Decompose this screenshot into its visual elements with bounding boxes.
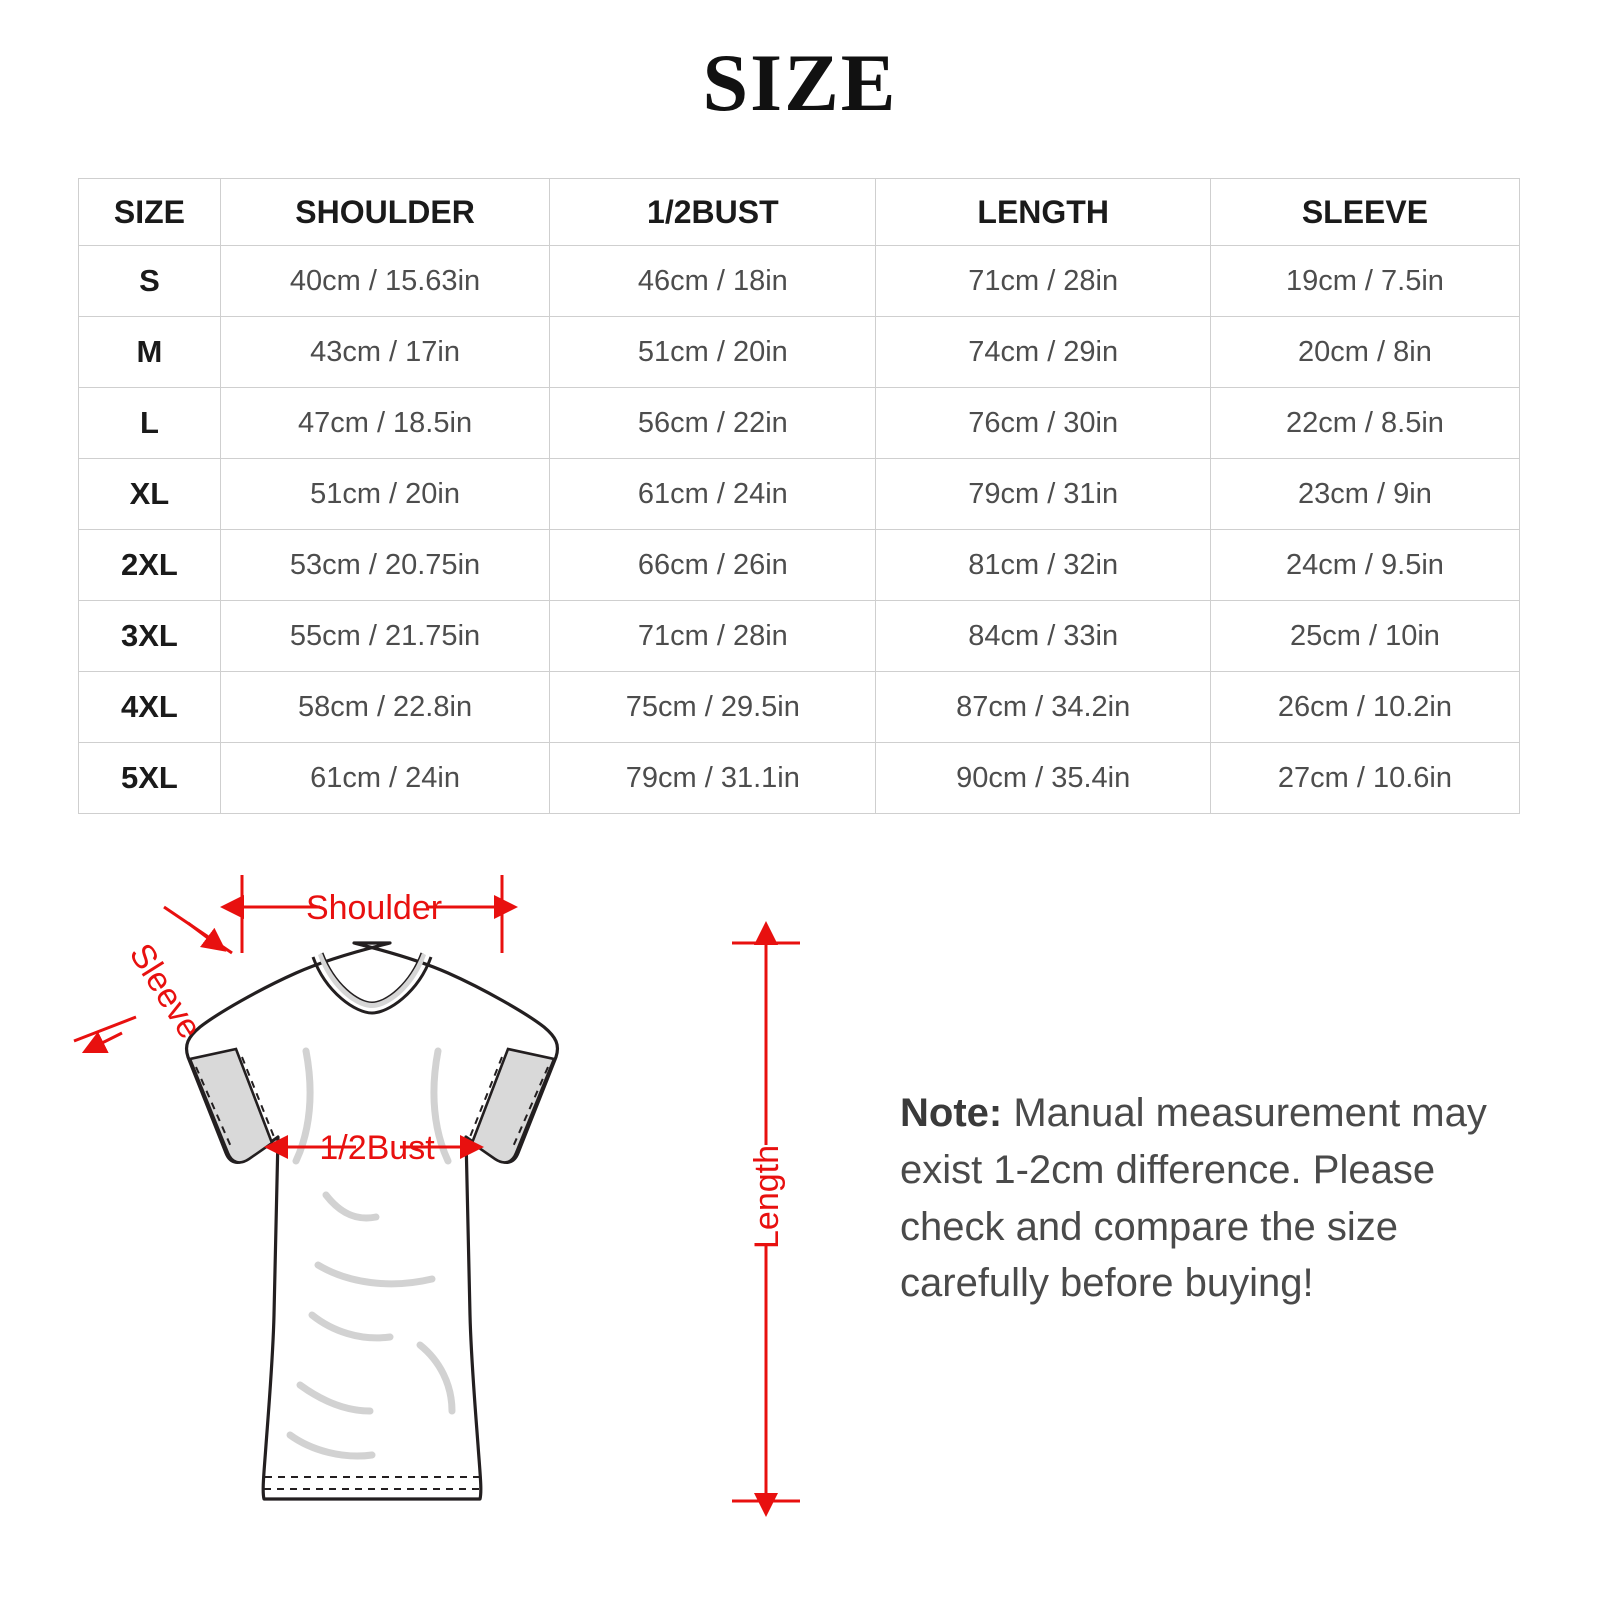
cell-length: 90cm / 35.4in	[876, 743, 1210, 814]
table-row	[79, 388, 1520, 459]
table-row	[79, 601, 1520, 672]
cell-length: 79cm / 31in	[876, 459, 1210, 530]
shoulder-label: Shoulder	[305, 889, 443, 927]
cell-bust: 79cm / 31.1in	[550, 743, 876, 814]
cell-size: M	[79, 317, 221, 388]
cell-length: 74cm / 29in	[876, 317, 1210, 388]
cell-bust: 51cm / 20in	[550, 317, 876, 388]
cell-shoulder: 40cm / 15.63in	[220, 246, 549, 317]
table-row	[79, 672, 1520, 743]
cell-size: 2XL	[79, 530, 221, 601]
cell-bust: 46cm / 18in	[550, 246, 876, 317]
cell-shoulder: 61cm / 24in	[220, 743, 549, 814]
cell-sleeve: 26cm / 10.2in	[1210, 672, 1519, 743]
column-header-shoulder: SHOULDER	[220, 179, 549, 246]
length-label: Length	[748, 1145, 786, 1249]
cell-sleeve: 24cm / 9.5in	[1210, 530, 1519, 601]
cell-shoulder: 51cm / 20in	[220, 459, 549, 530]
cell-bust: 56cm / 22in	[550, 388, 876, 459]
cell-sleeve: 23cm / 9in	[1210, 459, 1519, 530]
table-row	[79, 317, 1520, 388]
note-text	[900, 1085, 1540, 1312]
cell-shoulder: 47cm / 18.5in	[220, 388, 549, 459]
cell-length: 87cm / 34.2in	[876, 672, 1210, 743]
cell-size: 5XL	[79, 743, 221, 814]
cell-length: 81cm / 32in	[876, 530, 1210, 601]
size-chart-table	[78, 178, 1520, 814]
table-row	[79, 459, 1520, 530]
table-row	[79, 530, 1520, 601]
cell-sleeve: 20cm / 8in	[1210, 317, 1519, 388]
cell-bust: 75cm / 29.5in	[550, 672, 876, 743]
cell-size: 3XL	[79, 601, 221, 672]
tshirt-measurement-diagram	[60, 845, 880, 1565]
cell-length: 76cm / 30in	[876, 388, 1210, 459]
cell-bust: 66cm / 26in	[550, 530, 876, 601]
cell-shoulder: 58cm / 22.8in	[220, 672, 549, 743]
cell-bust: 71cm / 28in	[550, 601, 876, 672]
cell-size: L	[79, 388, 221, 459]
cell-shoulder: 43cm / 17in	[220, 317, 549, 388]
cell-size: XL	[79, 459, 221, 530]
page-title: SIZE	[702, 37, 898, 128]
cell-sleeve: 27cm / 10.6in	[1210, 743, 1519, 814]
cell-sleeve: 25cm / 10in	[1210, 601, 1519, 672]
cell-sleeve: 22cm / 8.5in	[1210, 388, 1519, 459]
cell-length: 71cm / 28in	[876, 246, 1210, 317]
table-row	[79, 246, 1520, 317]
column-header-bust: 1/2BUST	[550, 179, 876, 246]
cell-size: S	[79, 246, 221, 317]
column-header-size: SIZE	[79, 179, 221, 246]
note-label: Note:	[900, 1091, 1003, 1135]
cell-sleeve: 19cm / 7.5in	[1210, 246, 1519, 317]
sleeve-label: Sleeve	[121, 937, 209, 1046]
table-row	[79, 743, 1520, 814]
column-header-length: LENGTH	[876, 179, 1210, 246]
cell-shoulder: 53cm / 20.75in	[220, 530, 549, 601]
cell-bust: 61cm / 24in	[550, 459, 876, 530]
note-body: Manual measurement may exist 1-2cm difference. Please check and compare the size carefully before buying!	[900, 1091, 1487, 1306]
cell-shoulder: 55cm / 21.75in	[220, 601, 549, 672]
table-header-row	[79, 179, 1520, 246]
bust-label: 1/2Bust	[319, 1129, 435, 1167]
column-header-sleeve: SLEEVE	[1210, 179, 1519, 246]
cell-length: 84cm / 33in	[876, 601, 1210, 672]
cell-size: 4XL	[79, 672, 221, 743]
